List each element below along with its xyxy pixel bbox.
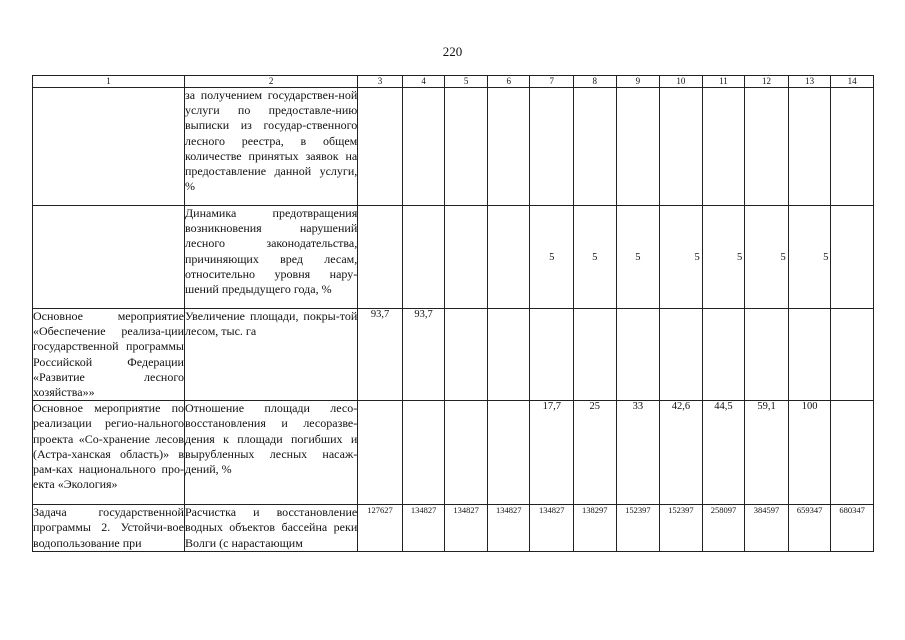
value-cell (358, 88, 403, 206)
value-cell (358, 401, 403, 505)
activity-cell (33, 206, 185, 309)
value-cell (487, 309, 530, 401)
value-cell: 25 (574, 401, 617, 505)
column-header: 10 (660, 76, 703, 88)
value-cell (445, 309, 488, 401)
column-header: 9 (616, 76, 660, 88)
indicator-cell: Отношение площади лесо-восстановления и лесоразве-дения к площади погибших и вырубленных лесных насаж-дений, % (184, 401, 357, 505)
value-cell (831, 401, 874, 505)
value-cell (487, 206, 530, 309)
value-cell: 680347 (831, 505, 874, 552)
value-cell: 659347 (788, 505, 831, 552)
value-cell: 5 (574, 206, 617, 309)
column-header: 5 (445, 76, 488, 88)
value-cell: 5 (702, 206, 745, 309)
column-number-row (33, 76, 874, 88)
value-cell (831, 206, 874, 309)
activity-cell: Основное мероприятие по реализации регио-нального проекта «Со-хранение лесов (Астра-ханская область)» в рам-ках национального про-екта «Экология» (33, 401, 185, 505)
activity-cell: Основное мероприятие «Обеспечение реализа-ции государственной программы Российской Федерации «Развитие лесного хозяйства»» (33, 309, 184, 400)
page-number: 220 (442, 44, 463, 59)
value-cell (660, 88, 703, 206)
value-cell (574, 88, 617, 206)
value-cell: 152397 (660, 505, 703, 552)
table-row (33, 206, 874, 309)
value-cell (702, 88, 745, 206)
value-cell (487, 401, 530, 505)
value-cell (831, 309, 874, 401)
value-cell (660, 309, 703, 401)
value-cell: 134827 (487, 505, 530, 552)
value-cell: 134827 (445, 505, 488, 552)
value-cell (788, 88, 831, 206)
program-indicators-table (32, 75, 874, 552)
value-cell (530, 88, 574, 206)
indicator-cell: за получением государствен-ной услуги по предоставле-нию выписки из государ-ственного лесного реестра, в общем количестве принятых заявок на предоставление данной услуги, % (184, 88, 357, 206)
value-cell (402, 401, 445, 505)
value-cell (616, 309, 660, 401)
activity-cell: Задача государственной программы 2. Устойчи-вое водопользование при (33, 505, 184, 550)
table-row (33, 505, 874, 552)
column-header: 14 (831, 76, 874, 88)
value-cell: 93,7 (402, 309, 445, 401)
value-cell (445, 206, 488, 309)
indicator-cell: Динамика предотвращения возникновения нарушений лесного законодательства, причиняющих вред лесам, относительно уровня нару-шений предыдущего года, % (184, 206, 357, 309)
value-cell (745, 88, 789, 206)
value-cell: 33 (616, 401, 660, 505)
value-cell (702, 309, 745, 401)
column-header: 4 (402, 76, 445, 88)
value-cell: 258097 (702, 505, 745, 552)
value-cell (402, 88, 445, 206)
value-cell: 384597 (745, 505, 789, 552)
activity-cell (33, 88, 185, 206)
table-row (33, 88, 874, 206)
value-cell (445, 88, 488, 206)
column-header: 2 (184, 76, 357, 88)
value-cell: 100 (788, 401, 831, 505)
column-header: 7 (530, 76, 574, 88)
value-cell (745, 309, 789, 401)
value-cell: 5 (616, 206, 660, 309)
value-cell: 42,6 (660, 401, 703, 505)
value-cell: 138297 (574, 505, 617, 552)
value-cell: 59,1 (745, 401, 789, 505)
value-cell: 152397 (616, 505, 660, 552)
value-cell: 5 (788, 206, 831, 309)
value-cell: 134827 (402, 505, 445, 552)
value-cell: 5 (745, 206, 789, 309)
value-cell (358, 206, 403, 309)
column-header: 13 (788, 76, 831, 88)
column-header: 8 (574, 76, 617, 88)
value-cell (616, 88, 660, 206)
value-cell: 5 (660, 206, 703, 309)
value-cell: 17,7 (530, 401, 574, 505)
table-row (33, 309, 874, 401)
value-cell (445, 401, 488, 505)
value-cell (574, 309, 617, 401)
value-cell: 127627 (358, 505, 403, 552)
indicator-cell: Увеличение площади, покры-той лесом, тыс. га (184, 309, 357, 401)
value-cell: 134827 (530, 505, 574, 552)
column-header: 3 (358, 76, 403, 88)
value-cell (831, 88, 874, 206)
indicator-cell: Расчистка и восстановление водных объектов бассейна реки Волги (с нарастающим (184, 505, 358, 550)
value-cell: 93,7 (358, 309, 403, 401)
column-header: 12 (745, 76, 789, 88)
value-cell (530, 309, 574, 401)
value-cell: 5 (530, 206, 574, 309)
column-header: 11 (702, 76, 745, 88)
value-cell: 44,5 (702, 401, 745, 505)
column-header: 1 (33, 76, 185, 88)
table-row (33, 401, 874, 505)
column-header: 6 (487, 76, 530, 88)
value-cell (788, 309, 831, 401)
value-cell (402, 206, 445, 309)
value-cell (487, 88, 530, 206)
